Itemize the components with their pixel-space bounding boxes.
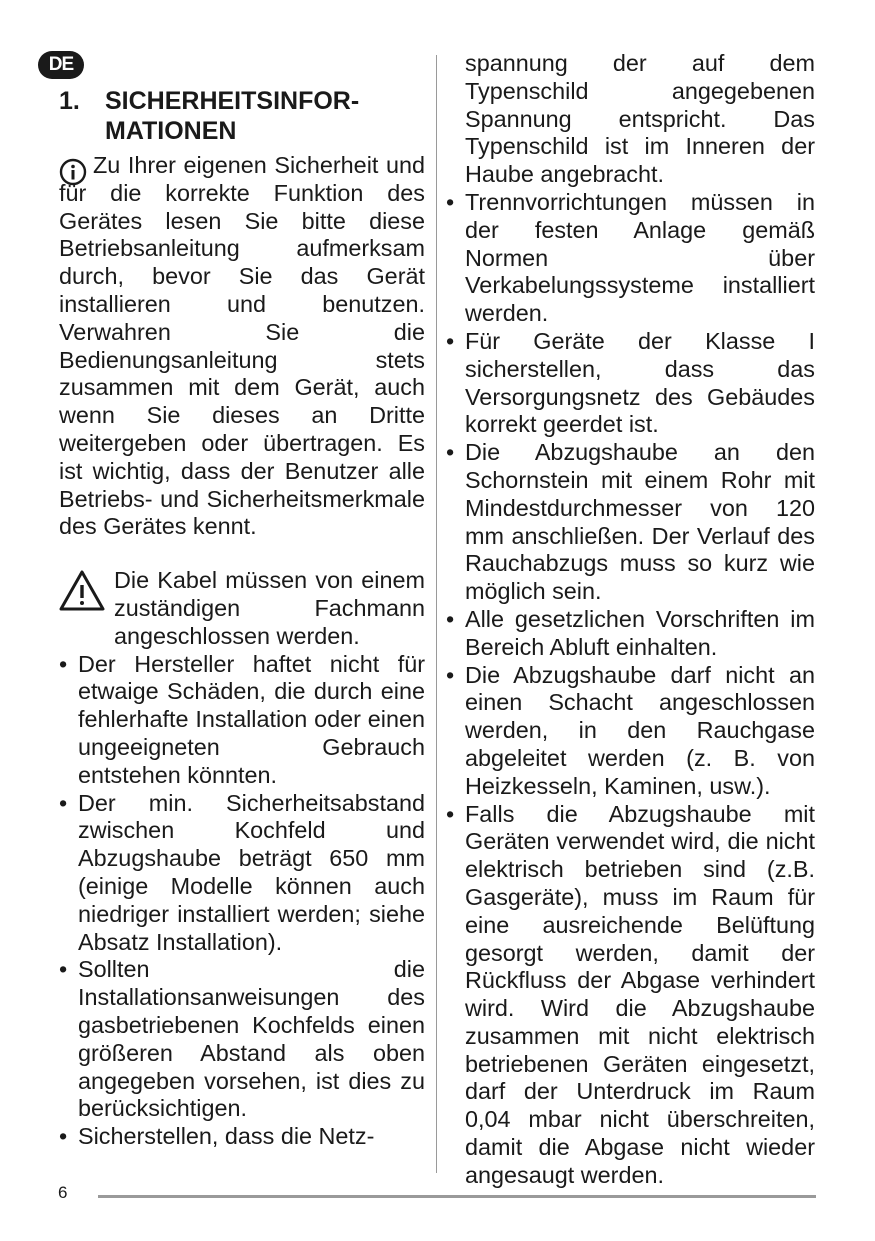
list-item: • Für Geräte der Klasse I sicherstellen, dass das Versorgungsnetz des Gebäudes korrekt geerdet ist. xyxy=(446,328,815,439)
list-item: • Die Abzugshaube darf nicht an einen Schacht angeschlossen werden, in den Rauchgase abgeleitet werden (z. B. von Heizkesseln, Kaminen, usw.). xyxy=(446,662,815,801)
list-item: • Der min. Sicherheitsabstand zwischen Kochfeld und Abzugshaube beträgt 650 mm (einige Modelle können auch niedriger installiert werden; siehe Absatz Installation). xyxy=(59,790,425,957)
page-number: 6 xyxy=(58,1183,68,1202)
footer-rule xyxy=(98,1195,816,1198)
warning-block xyxy=(59,567,425,650)
continuation-paragraph: spannung der auf dem Typenschild angegebenen Spannung entspricht. Das Typenschild ist im Inneren der Haube angebracht. xyxy=(465,50,815,188)
list-item: • Sollten die Installationsanweisungen des gasbetriebenen Kochfelds einen größeren Abstand als oben angegeben vorsehen, ist dies zu berücksichtigen. xyxy=(59,956,425,1123)
warning-text: Die Kabel müssen von einem zuständigen Fachmann angeschlossen werden. xyxy=(114,567,425,649)
language-badge: DE xyxy=(38,51,84,79)
section-number: 1. xyxy=(59,87,80,115)
section-heading xyxy=(59,86,425,146)
list-item: • Die Abzugshaube an den Schornstein mit einem Rohr mit Mindestdurchmesser von 120 mm anschließen. Der Verlauf des Rauchabzugs muss so kurz wie möglich sein. xyxy=(446,439,815,606)
list-item: • Sicherstellen, dass die Netz- xyxy=(59,1123,425,1151)
list-item: • Der Hersteller haftet nicht für etwaige Schäden, die durch eine fehlerhafte Installation oder einen ungeeigneten Gebrauch entstehen könnten. xyxy=(59,651,425,790)
info-icon xyxy=(59,158,87,186)
left-column xyxy=(59,86,425,1151)
intro-text: Zu Ihrer eigenen Sicherheit und für die korrekte Funktion des Gerätes lesen Sie bitte diese Betriebsanleitung aufmerksam durch, bevor Sie das Gerät installieren und benutzen. Verwahren Sie die Bedienungsanleitung stets zusammen mit dem Gerät, auch wenn Sie dieses an Dritte weitergeben oder übertragen. Es ist wichtig, dass der Benutzer alle Betriebs- und Sicherheitsmerkmale des Gerätes kennt. xyxy=(59,152,425,540)
column-divider xyxy=(436,55,437,1173)
left-bullet-list xyxy=(59,651,425,1151)
section-title: SICHERHEITSINFOR- MATIONEN xyxy=(105,87,360,145)
intro-paragraph xyxy=(59,152,425,541)
right-bullet-list xyxy=(446,189,815,1190)
warning-triangle-icon xyxy=(59,569,105,611)
right-column xyxy=(446,50,815,1190)
list-item: • Falls die Abzugshaube mit Geräten verwendet wird, die nicht elektrisch betrieben sind (z.B. Gasgeräte), muss im Raum für eine ausreichende Belüftung gesorgt werden, damit der Rückfluss der Abgase verhindert wird. Wird die Abzugshaube zusammen mit nicht elektrisch betriebenen Geräten eingesetzt, darf der Unterdruck im Raum 0,04 mbar nicht überschreiten, damit die Abgase nicht wieder angesaugt werden. xyxy=(446,801,815,1190)
list-item: • Alle gesetzlichen Vorschriften im Bereich Abluft einhalten. xyxy=(446,606,815,662)
list-item: • Trennvorrichtungen müssen in der festen Anlage gemäß Normen über Verkabelungssysteme installiert werden. xyxy=(446,189,815,328)
